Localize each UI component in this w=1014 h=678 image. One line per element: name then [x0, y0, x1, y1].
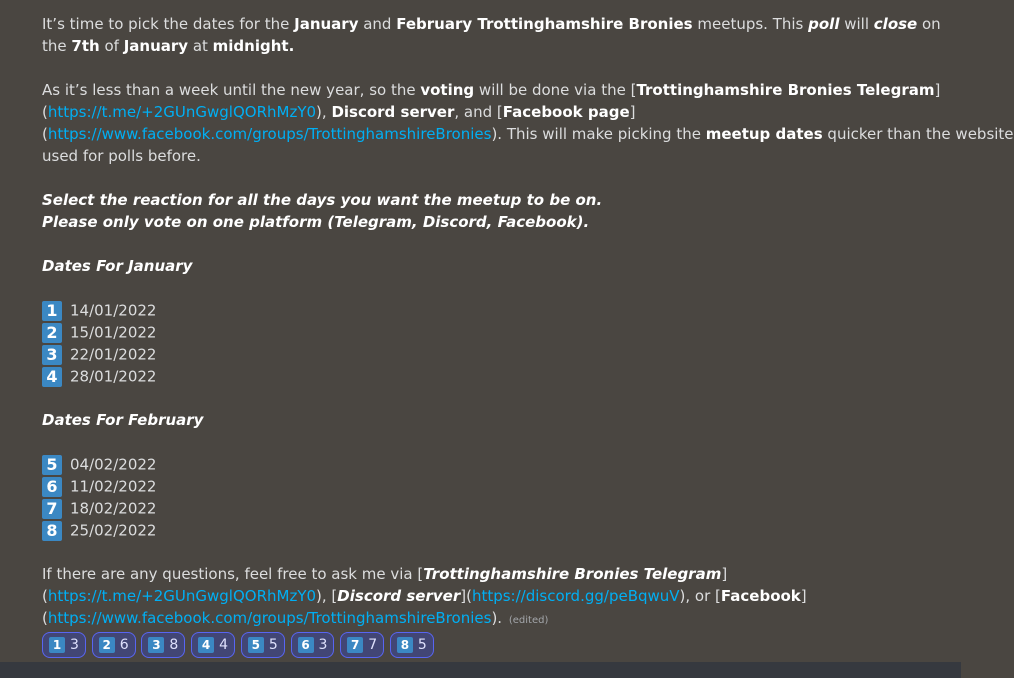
text: the — [42, 37, 72, 55]
reactions-bar — [42, 632, 435, 658]
reaction-count: 5 — [417, 637, 427, 653]
text-bold: Trottinghamshire Bronies Telegram — [636, 81, 935, 99]
edited-label: (edited) — [508, 615, 549, 626]
intro-line-2 — [42, 35, 942, 57]
instruction-line-1: Select the reaction for all the days you want the meetup to be on. — [42, 191, 603, 209]
text-bold: 7th — [71, 37, 100, 55]
telegram-link[interactable]: https://t.me/+2GUnGwglQORhMzY0 — [47, 587, 317, 605]
text: meetups. This — [692, 15, 809, 33]
text: ( — [42, 609, 48, 627]
text-bold: Facebook page — [502, 103, 630, 121]
text: ), [ — [316, 587, 338, 605]
text: ] — [800, 587, 807, 605]
text: If there are any questions, feel free to ask me via [ — [42, 565, 424, 583]
keycap-7-icon: 7 — [347, 637, 363, 653]
questions-line-1 — [42, 563, 942, 585]
keycap-7-icon: 7 — [42, 499, 62, 519]
text: ( — [42, 125, 48, 143]
reaction-count: 8 — [169, 637, 179, 653]
text-bold: voting — [420, 81, 475, 99]
reaction-2-button[interactable] — [92, 632, 136, 658]
reaction-3-button[interactable] — [141, 632, 185, 658]
reaction-count: 7 — [368, 637, 378, 653]
text: ( — [42, 103, 48, 121]
text: ]( — [460, 587, 472, 605]
date-option — [42, 365, 942, 387]
reaction-count: 4 — [219, 637, 229, 653]
reaction-count: 5 — [268, 637, 278, 653]
text: As it’s less than a week until the new year, so the — [42, 81, 421, 99]
text: It’s time to pick the dates for the — [42, 15, 295, 33]
date-text: 28/01/2022 — [70, 367, 157, 386]
facebook-link[interactable]: https://www.facebook.com/groups/TrottinghamshireBronies — [47, 125, 492, 143]
text: ), — [316, 103, 332, 121]
text: ] — [629, 103, 636, 121]
reaction-1-button[interactable] — [42, 632, 86, 658]
text: ), or [ — [679, 587, 721, 605]
date-option — [42, 321, 942, 343]
date-text: 22/01/2022 — [70, 345, 157, 364]
text-bold: Discord server — [331, 103, 455, 121]
date-text: 11/02/2022 — [70, 477, 157, 496]
facebook-link[interactable]: https://www.facebook.com/groups/TrottinghamshireBronies — [47, 609, 492, 627]
reaction-7-button[interactable] — [340, 632, 384, 658]
telegram-link[interactable]: https://t.me/+2GUnGwglQORhMzY0 — [47, 103, 317, 121]
questions-line-3 — [42, 607, 942, 629]
january-heading: Dates For January — [42, 257, 193, 275]
keycap-3-icon: 3 — [42, 345, 62, 365]
reaction-count: 6 — [119, 637, 129, 653]
keycap-3-icon: 3 — [148, 637, 164, 653]
keycap-4-icon: 4 — [198, 637, 214, 653]
discord-invite-link[interactable]: https://discord.gg/peBqwuV — [471, 587, 680, 605]
text: used for polls before. — [42, 147, 201, 165]
reaction-8-button[interactable] — [390, 632, 434, 658]
date-text: 14/01/2022 — [70, 301, 157, 320]
keycap-6-icon: 6 — [42, 477, 62, 497]
text: will be done via the [ — [474, 81, 637, 99]
date-option — [42, 453, 942, 475]
reaction-4-button[interactable] — [191, 632, 235, 658]
voting-line-3 — [42, 123, 1014, 145]
text-bold: meetup dates — [705, 125, 823, 143]
date-option — [42, 519, 942, 541]
text: will — [839, 15, 874, 33]
text-bold: midnight. — [212, 37, 295, 55]
text: and — [358, 15, 397, 33]
text: ] — [934, 81, 941, 99]
keycap-5-icon: 5 — [42, 455, 62, 475]
date-text: 15/01/2022 — [70, 323, 157, 342]
keycap-2-icon: 2 — [42, 323, 62, 343]
reaction-count: 3 — [70, 637, 79, 653]
keycap-1-icon: 1 — [42, 301, 62, 321]
keycap-2-icon: 2 — [99, 637, 115, 653]
voting-line-1 — [42, 79, 942, 101]
date-option — [42, 497, 942, 519]
instruction-line-2: Please only vote on one platform (Telegram, Discord, Facebook). — [42, 213, 590, 231]
bottom-bar — [0, 662, 961, 678]
keycap-1-icon: 1 — [49, 637, 65, 653]
keycap-4-icon: 4 — [42, 367, 62, 387]
voting-line-2 — [42, 101, 942, 123]
february-heading: Dates For February — [42, 411, 204, 429]
keycap-6-icon: 6 — [298, 637, 314, 653]
reaction-6-button[interactable] — [291, 632, 335, 658]
reaction-count: 3 — [318, 637, 328, 653]
text-bold-italic: Trottinghamshire Bronies Telegram — [423, 565, 722, 583]
text-bold: January — [123, 37, 189, 55]
text-bold: Facebook — [720, 587, 801, 605]
text: ). — [491, 609, 503, 627]
text: of — [99, 37, 124, 55]
date-option — [42, 343, 942, 365]
date-text: 25/02/2022 — [70, 521, 157, 540]
intro-line-1 — [42, 13, 942, 35]
text-bold-italic: close — [873, 15, 918, 33]
text-bold-italic: poll — [808, 15, 840, 33]
date-option — [42, 299, 942, 321]
date-option — [42, 475, 942, 497]
reaction-5-button[interactable] — [241, 632, 285, 658]
keycap-5-icon: 5 — [248, 637, 264, 653]
text: on — [917, 15, 941, 33]
voting-line-4 — [42, 145, 942, 167]
keycap-8-icon: 8 — [42, 521, 62, 541]
text: ] — [721, 565, 728, 583]
text: ( — [42, 587, 48, 605]
text: at — [188, 37, 213, 55]
text: quicker than the website — [822, 125, 1014, 143]
text-bold-italic: Discord server — [337, 587, 461, 605]
date-text: 18/02/2022 — [70, 499, 157, 518]
text-bold: February Trottinghamshire Bronies — [396, 15, 693, 33]
message-content — [42, 13, 1014, 629]
text: ). This will make picking the — [491, 125, 706, 143]
keycap-8-icon: 8 — [397, 637, 413, 653]
text: , and [ — [454, 103, 503, 121]
questions-line-2 — [42, 585, 942, 607]
date-text: 04/02/2022 — [70, 455, 157, 474]
text-bold: January — [294, 15, 359, 33]
